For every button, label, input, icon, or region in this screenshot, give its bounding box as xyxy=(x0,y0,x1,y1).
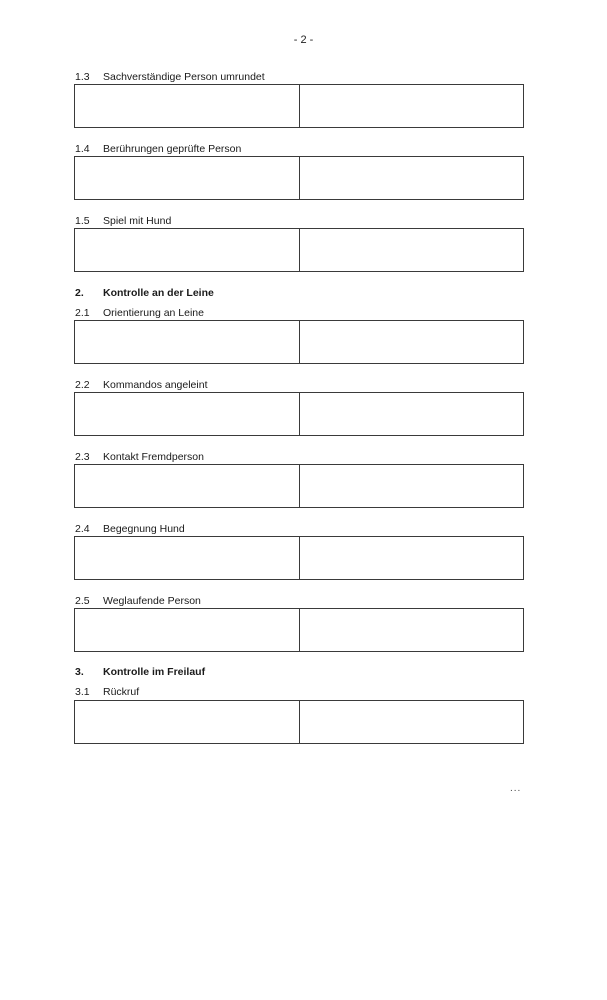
answer-cell-right[interactable] xyxy=(300,229,524,271)
answer-cell-right[interactable] xyxy=(300,465,524,507)
section-number: 3. xyxy=(75,666,84,678)
item-number: 2.1 xyxy=(75,307,90,319)
page-number: - 2 - xyxy=(293,34,314,46)
item-label-1-5 xyxy=(75,215,171,227)
section-number: 2. xyxy=(75,287,84,299)
item-label-2-5 xyxy=(75,595,201,607)
answer-cell-right[interactable] xyxy=(300,321,524,363)
item-number: 2.2 xyxy=(75,379,90,391)
answer-cell-left[interactable] xyxy=(75,609,300,651)
item-number: 2.3 xyxy=(75,451,90,463)
answer-cell-left[interactable] xyxy=(75,229,300,271)
item-label-1-3 xyxy=(75,71,265,83)
item-title: Begegnung Hund xyxy=(103,523,185,535)
answer-box-2-2 xyxy=(74,392,524,436)
answer-box-2-3 xyxy=(74,464,524,508)
answer-box-3-1 xyxy=(74,700,524,744)
section-heading-2 xyxy=(75,287,214,299)
item-label-3-1 xyxy=(75,686,139,698)
answer-cell-left[interactable] xyxy=(75,537,300,579)
item-title: Kontakt Fremdperson xyxy=(103,451,204,463)
item-number: 1.4 xyxy=(75,143,90,155)
item-number: 3.1 xyxy=(75,686,90,698)
item-title: Weglaufende Person xyxy=(103,595,201,607)
answer-box-2-4 xyxy=(74,536,524,580)
answer-cell-left[interactable] xyxy=(75,393,300,435)
item-label-1-4 xyxy=(75,143,241,155)
item-label-2-2 xyxy=(75,379,207,391)
item-number: 2.4 xyxy=(75,523,90,535)
item-label-2-4 xyxy=(75,523,185,535)
section-title: Kontrolle an der Leine xyxy=(103,287,214,299)
item-number: 1.3 xyxy=(75,71,90,83)
item-number: 1.5 xyxy=(75,215,90,227)
answer-box-1-4 xyxy=(74,156,524,200)
answer-cell-right[interactable] xyxy=(300,393,524,435)
answer-cell-right[interactable] xyxy=(300,85,524,127)
item-title: Rückruf xyxy=(103,686,140,698)
item-number: 2.5 xyxy=(75,595,90,607)
item-label-2-1 xyxy=(75,307,204,319)
answer-cell-left[interactable] xyxy=(75,701,300,743)
section-heading-3 xyxy=(75,666,205,678)
section-title: Kontrolle im Freilauf xyxy=(103,666,206,678)
answer-cell-left[interactable] xyxy=(75,321,300,363)
answer-cell-left[interactable] xyxy=(75,85,300,127)
answer-cell-right[interactable] xyxy=(300,701,524,743)
answer-box-2-5 xyxy=(74,608,524,652)
item-title: Sachverständige Person umrundet xyxy=(103,71,265,83)
answer-box-1-5 xyxy=(74,228,524,272)
answer-cell-right[interactable] xyxy=(300,609,524,651)
answer-cell-left[interactable] xyxy=(75,157,300,199)
item-title: Kommandos angeleint xyxy=(103,379,208,391)
item-title: Berührungen geprüfte Person xyxy=(103,143,242,155)
answer-cell-left[interactable] xyxy=(75,465,300,507)
continuation-mark: ... xyxy=(510,783,522,794)
answer-cell-right[interactable] xyxy=(300,157,524,199)
item-title: Orientierung an Leine xyxy=(103,307,204,319)
item-label-2-3 xyxy=(75,451,204,463)
answer-box-1-3 xyxy=(74,84,524,128)
item-title: Spiel mit Hund xyxy=(103,215,172,227)
answer-cell-right[interactable] xyxy=(300,537,524,579)
answer-box-2-1 xyxy=(74,320,524,364)
